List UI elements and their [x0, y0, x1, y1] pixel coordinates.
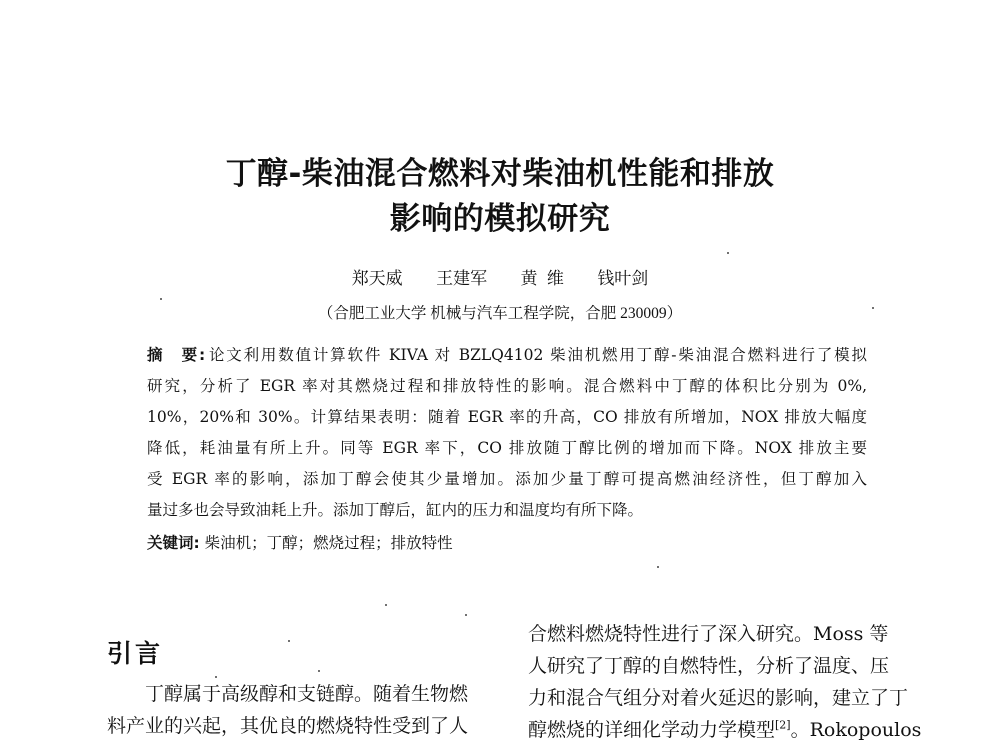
right-column [528, 618, 922, 746]
abstract [147, 340, 867, 526]
scan-speck [215, 676, 217, 678]
abstract-line: 研究，分析了 EGR 率对其燃烧过程和排放特性的影响。混合燃料中丁醇的体积比分别为 0%, [147, 377, 867, 395]
author-list [0, 264, 1000, 289]
scan-speck [465, 614, 467, 616]
abstract-line: 降低，耗油量有所上升。同等 EGR 率下，CO 排放随丁醇比例的增加而下降。NOX 排放主要 [147, 439, 867, 457]
keywords-label: 关键词: [147, 534, 200, 552]
affiliation: （合肥工业大学 机械与汽车工程学院，合肥 230009） [317, 305, 683, 322]
body-text-line: 力和混合气组分对着火延迟的影响，建立了丁 [528, 687, 909, 709]
author-name: 钱叶剑 [597, 269, 649, 289]
body-text-line: 合燃料燃烧特性进行了深入研究。Moss 等 [528, 623, 889, 645]
abstract-line: 10%，20%和 30%。计算结果表明：随着 EGR 率的升高，CO 排放有所增加，NOX 排放大幅度 [147, 408, 867, 426]
body-text-line: 料产业的兴起，其优良的燃烧特性受到了人 [107, 715, 469, 737]
keywords-text: 柴油机；丁醇；燃烧过程；排放特性 [204, 534, 453, 552]
keywords [147, 531, 453, 555]
author-name: 王建军 [436, 269, 488, 289]
section-heading-intro: 引言 [107, 639, 164, 668]
author-name: 郑天威 [351, 269, 403, 289]
scan-speck [160, 298, 162, 300]
author-name: 黄 维 [520, 269, 564, 289]
abstract-line: 受 EGR 率的影响，添加丁醇会使其少量增加。添加少量丁醇可提高燃油经济性，但丁醇加入 [147, 470, 867, 488]
scan-speck [318, 670, 320, 672]
paper-title-line-2: 影响的模拟研究 [389, 201, 611, 237]
abstract-line: 量过多也会导致油耗上升。添加丁醇后，缸内的压力和温度均有所下降。 [147, 501, 644, 519]
citation-ref: [2] [775, 718, 791, 732]
body-text-line: 醇燃烧的详细化学动力学模型[2]。Rokopoulos [528, 718, 922, 741]
body-text-line: 人研究了丁醇的自燃特性，分析了温度、压 [528, 655, 890, 677]
left-column [107, 630, 495, 742]
abstract-label: 摘 要: [147, 346, 206, 364]
body-text-line: 丁醇属于高级醇和支链醇。随着生物燃 [145, 683, 469, 705]
paper-title-line-1: 丁醇-柴油混合燃料对柴油机性能和排放 [225, 156, 775, 192]
scan-speck [727, 252, 729, 254]
scan-speck [288, 640, 290, 642]
scan-speck [872, 307, 874, 309]
abstract-line: 摘 要: 论文利用数值计算软件 KIVA 对 BZLQ4102 柴油机燃用丁醇-柴油混合燃料进行了模拟 [147, 346, 868, 364]
scan-speck [385, 604, 387, 606]
scan-speck [657, 566, 659, 568]
